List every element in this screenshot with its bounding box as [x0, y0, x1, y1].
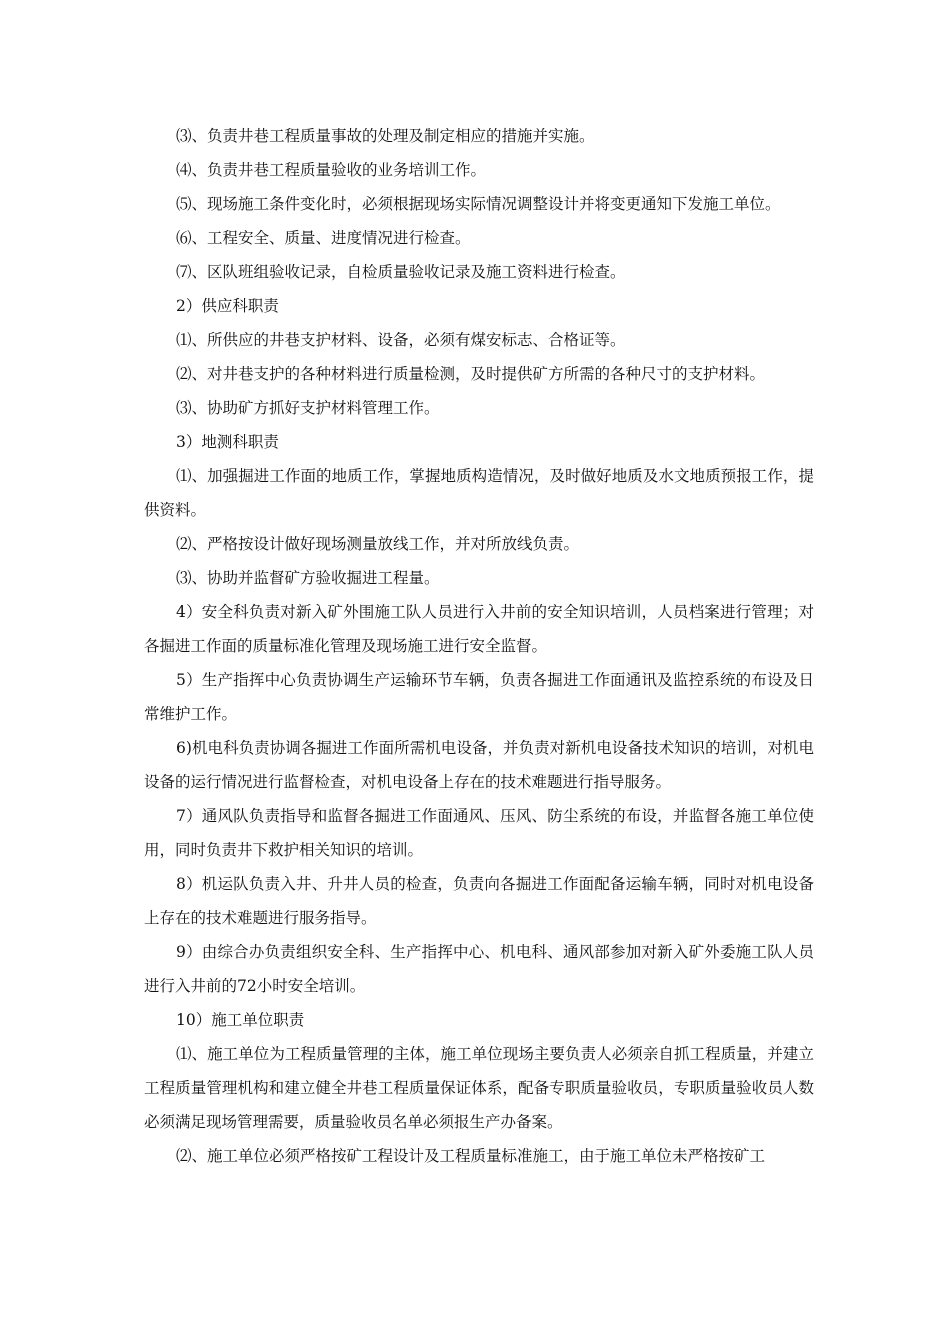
- paragraph-survey-1: ⑴、加强掘进工作面的地质工作，掌握地质构造情况，及时做好地质及水文地质预报工作，提供资料。: [144, 467, 814, 519]
- paragraph-survey-3: ⑶、协助并监督矿方验收掘进工程量。: [176, 569, 440, 587]
- paragraph-training: 9）由综合办负责组织安全科、生产指挥中心、机电科、通风部参加对新入矿外委施工队人员进行入井前的72小时安全培训。: [144, 943, 814, 995]
- document-body: [144, 119, 814, 1173]
- paragraph-safety: 4）安全科负责对新入矿外围施工队人员进行入井前的安全知识培训，人员档案进行管理；对各掘进工作面的质量标准化管理及现场施工进行安全监督。: [144, 603, 814, 655]
- paragraph-supply-2: ⑵、对井巷支护的各种材料进行质量检测，及时提供矿方所需的各种尺寸的支护材料。: [176, 365, 766, 383]
- section-heading-survey: 3）地测科职责: [176, 433, 279, 451]
- paragraph-supply-3: ⑶、协助矿方抓好支护材料管理工作。: [176, 399, 440, 417]
- paragraph-electromechanical: 6)机电科负责协调各掘进工作面所需机电设备，并负责对新机电设备技术知识的培训，对机电设备的运行情况进行监督检查，对机电设备上存在的技术难题进行指导服务。: [144, 739, 814, 791]
- section-heading-contractor: 10）施工单位职责: [176, 1011, 305, 1029]
- paragraph-7-records: ⑺、区队班组验收记录，自检质量验收记录及施工资料进行检查。: [176, 263, 626, 281]
- section-heading-supply: 2）供应科职责: [176, 297, 279, 315]
- paragraph-3-accident-handling: ⑶、负责井巷工程质量事故的处理及制定相应的措施并实施。: [176, 127, 595, 145]
- paragraph-dispatch: 5）生产指挥中心负责协调生产运输环节车辆，负责各掘进工作面通讯及监控系统的布设及日常维护工作。: [144, 671, 814, 723]
- paragraph-supply-1: ⑴、所供应的井巷支护材料、设备，必须有煤安标志、合格证等。: [176, 331, 626, 349]
- paragraph-contractor-1: ⑴、施工单位为工程质量管理的主体，施工单位现场主要负责人必须亲自抓工程质量，并建立工程质量管理机构和建立健全井巷工程质量保证体系，配备专职质量验收员，专职质量验收员人数必须满足现场管理需要，质量验收员名单必须报生产办备案。: [144, 1045, 814, 1131]
- paragraph-ventilation: 7）通风队负责指导和监督各掘进工作面通风、压风、防尘系统的布设，并监督各施工单位使用，同时负责井下救护相关知识的培训。: [144, 807, 814, 859]
- paragraph-6-inspection: ⑹、工程安全、质量、进度情况进行检查。: [176, 229, 471, 247]
- paragraph-5-design-change: ⑸、现场施工条件变化时，必须根据现场实际情况调整设计并将变更通知下发施工单位。: [176, 195, 781, 213]
- paragraph-transport: 8）机运队负责入井、升井人员的检查，负责向各掘进工作面配备运输车辆，同时对机电设备上存在的技术难题进行服务指导。: [144, 875, 814, 927]
- paragraph-4-training: ⑷、负责井巷工程质量验收的业务培训工作。: [176, 161, 487, 179]
- paragraph-contractor-2: ⑵、施工单位必须严格按矿工程设计及工程质量标准施工，由于施工单位未严格按矿工: [176, 1147, 766, 1165]
- paragraph-survey-2: ⑵、严格按设计做好现场测量放线工作，并对所放线负责。: [176, 535, 580, 553]
